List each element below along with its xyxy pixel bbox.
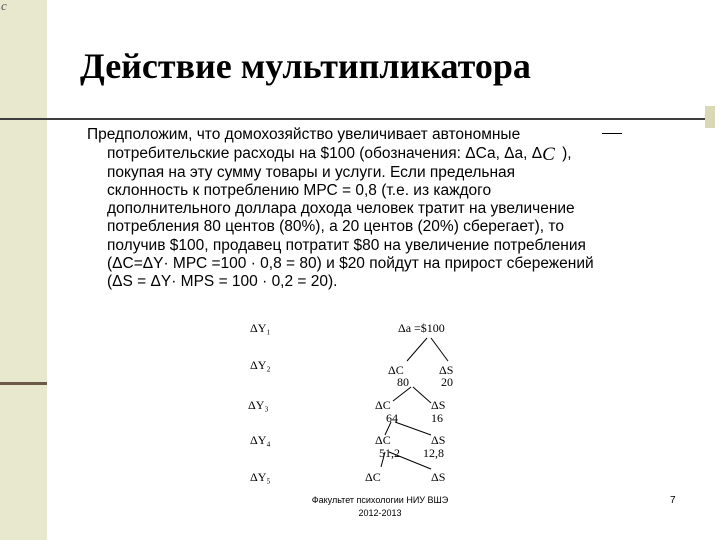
body-line-2-end: ), xyxy=(562,145,572,163)
rule-end-tab xyxy=(705,106,715,128)
delta-y3-label: ΔY₃ xyxy=(248,398,269,412)
body-paragraph xyxy=(87,126,687,292)
footer-years: 2012-2013 xyxy=(358,508,402,518)
footer-faculty: Факультет психологии НИУ ВШЭ xyxy=(311,495,449,505)
delta-y5-label: ΔY₅ xyxy=(250,470,271,484)
delta-s3-label: ΔS xyxy=(431,433,446,447)
delta-s1-label: ΔS xyxy=(439,363,454,377)
page-number: 7 xyxy=(670,495,676,506)
body-line-8: (ΔС=ΔY· МРС =100 · 0,8 = 80) и $20 пойдут на прирост сбережений xyxy=(107,255,594,273)
sidebar-rule xyxy=(0,382,47,385)
delta-s4-label: ΔS xyxy=(431,470,446,484)
tree-connectors xyxy=(245,313,490,491)
title-rule xyxy=(0,118,705,120)
slide-sidebar xyxy=(0,0,47,540)
slide-footer xyxy=(300,494,460,520)
delta-s2-value: 16 xyxy=(431,411,443,425)
delta-y1-label: ΔY₁ xyxy=(250,321,271,335)
body-line-1: Предположим, что домохозяйство увеличивает автономные xyxy=(87,126,521,143)
c-bar-overline xyxy=(602,133,622,134)
delta-c1-value: 80 xyxy=(397,375,409,389)
delta-s1-value: 20 xyxy=(441,375,453,389)
body-line-9: (ΔS = ΔY· MPS = 100 · 0,2 = 20). xyxy=(107,273,338,291)
delta-c3-label: ΔC xyxy=(375,433,391,447)
delta-c2-label: ΔC xyxy=(375,398,391,412)
delta-c4-label: ΔC xyxy=(365,470,381,484)
multiplier-tree-diagram xyxy=(245,313,490,491)
body-line-3: покупая на эту сумму товары и услуги. Если предельная xyxy=(107,163,516,181)
delta-y4-label: ΔY₄ xyxy=(250,433,271,447)
body-line-2 xyxy=(87,144,687,166)
body-line-6: потребления 80 центов (80%), а 20 центов (20%) сберегает), то xyxy=(107,218,564,236)
delta-c3-value: 51,2 xyxy=(379,446,400,460)
corner-mark: c xyxy=(1,0,7,13)
body-line-2-text: потребительские расходы на $100 (обозначения: ΔСа, Δa, Δ xyxy=(107,145,543,163)
delta-c1-label: ΔC xyxy=(388,363,404,377)
body-line-7: получив $100, продавец потратит $80 на увеличение потребления xyxy=(107,236,586,254)
c-bar-symbol: C xyxy=(542,144,555,166)
delta-s2-label: ΔS xyxy=(431,398,446,412)
body-line-5: дополнительного доллара дохода человек тратит на увеличение xyxy=(107,200,575,218)
delta-s3-value: 12,8 xyxy=(423,446,444,460)
body-line-4: склонность к потреблению МРС = 0,8 (т.е. из каждого xyxy=(107,181,492,199)
delta-c2-value: 64 xyxy=(386,411,398,425)
delta-a-label: Δa =$100 xyxy=(398,321,445,335)
delta-y2-label: ΔY₂ xyxy=(250,358,271,372)
slide-title: Действие мультипликатора xyxy=(80,46,531,86)
